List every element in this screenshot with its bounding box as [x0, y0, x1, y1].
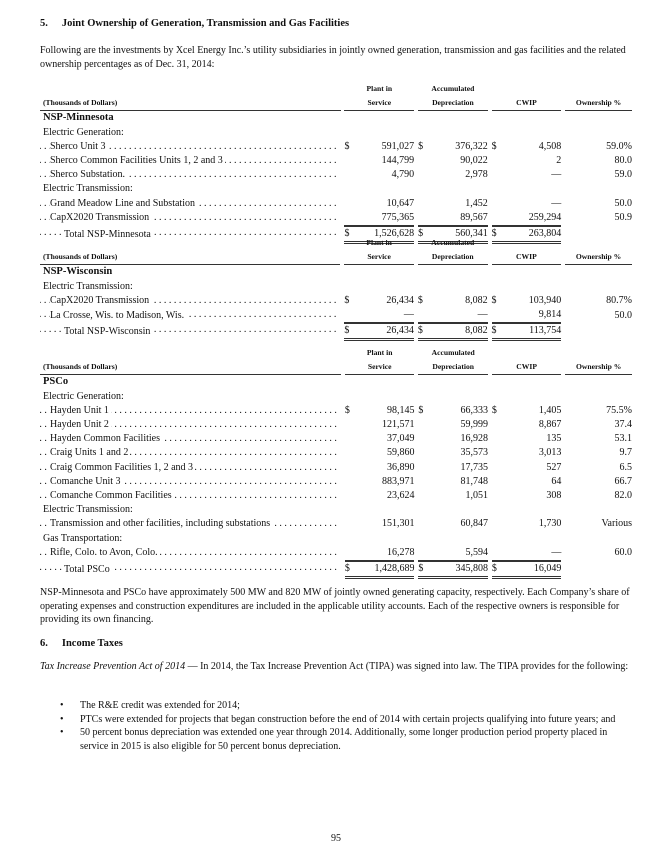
plant-line1: Plant in	[366, 238, 392, 247]
dollar-sign: $	[418, 140, 424, 152]
plant-line2: Service	[367, 362, 392, 372]
accum-line2: Depreciation	[432, 98, 474, 108]
dollar-sign	[418, 446, 430, 460]
value-accum: 345,808	[430, 561, 488, 579]
category-row	[40, 390, 632, 404]
dollar-sign	[345, 461, 357, 475]
dollar-sign	[344, 154, 356, 168]
column-header-ownership: Ownership %	[565, 236, 632, 265]
row-label-text: CapX2020 Transmission	[50, 294, 150, 306]
row-label-text: Craig Units 1 and 2	[50, 447, 129, 459]
row-label-text: Rifle, Colo. to Avon, Colo.	[50, 547, 158, 559]
value-cwip: 16,049	[504, 561, 562, 579]
value-accum: 376,322	[455, 140, 488, 152]
dollar-sign: $	[344, 294, 350, 306]
table-row	[40, 168, 632, 182]
plant-line1: Plant in	[366, 348, 393, 357]
row-label	[40, 154, 341, 168]
value-ownership: 50.0	[614, 197, 632, 209]
value-cwip: —	[504, 546, 562, 561]
value-cwip: 135	[546, 433, 562, 445]
row-label-text: Sherco Common Facilities Units 1, 2 and 3	[50, 155, 223, 167]
category-label: Electric Transmission:	[43, 504, 133, 516]
row-label	[40, 546, 341, 561]
value-accum: 5,594	[430, 546, 488, 561]
row-label-text: Comanche Unit 3	[50, 475, 121, 487]
value-plant: 591,027	[381, 140, 415, 152]
company-name: NSP-Wisconsin	[43, 266, 113, 278]
bullet-glyph: •	[60, 713, 64, 725]
dollar-sign	[418, 154, 430, 168]
page-number: 95	[331, 833, 341, 844]
dollar-sign	[418, 197, 430, 211]
row-label-text: Hayden Unit 2	[50, 419, 109, 431]
value-cwip: 308	[546, 490, 562, 502]
table-row	[40, 489, 632, 503]
row-label-text: Total NSP-Minnesota	[64, 229, 151, 241]
value-plant: 37,049	[386, 433, 415, 445]
bullet-glyph: •	[60, 700, 64, 711]
tipa-text: — In 2014, the Tax Increase Prevention Act (TIPA) was signed into law. The TIPA provides for the following:	[185, 661, 629, 672]
category-row	[40, 126, 632, 140]
value-plant: 883,971	[381, 475, 415, 487]
dollar-sign	[345, 432, 357, 446]
value-cwip: 8,867	[538, 419, 562, 431]
row-label-text: CapX2020 Transmission	[50, 212, 150, 224]
table-psco	[40, 346, 632, 579]
value-accum: 1,051	[465, 490, 488, 502]
value-plant: 59,860	[386, 447, 415, 459]
value-ownership: 82.0	[614, 490, 632, 502]
dollar-sign	[345, 517, 357, 531]
row-label	[40, 432, 341, 446]
table-nsp-minnesota	[40, 82, 632, 244]
dollar-sign	[492, 168, 504, 182]
dollar-sign: $	[491, 294, 497, 306]
company-name: PSCo	[43, 376, 69, 388]
value-ownership	[565, 561, 632, 579]
value-plant: 26,434	[386, 294, 414, 306]
dollar-sign	[344, 211, 356, 226]
dollar-sign: $	[492, 561, 504, 579]
dollar-sign	[492, 432, 504, 446]
table-row	[40, 140, 632, 154]
value-cwip: 9,814	[503, 308, 561, 323]
dollar-sign	[492, 461, 504, 475]
row-label	[40, 140, 341, 154]
value-accum: 2,978	[465, 169, 488, 181]
accum-line2: Depreciation	[431, 252, 474, 262]
section-5-intro: Following are the investments by Xcel Energy Inc.’s utility subsidiaries in jointly owned generation, transmission and gas facilities and the related ownership percentages as of Dec. 31, 2014:	[40, 45, 626, 70]
table-row	[40, 446, 632, 460]
column-header-plant-in-service	[344, 82, 414, 111]
column-header-units: (Thousands of Dollars)	[40, 82, 341, 111]
column-header-cwip: CWIP	[492, 82, 562, 111]
dollar-sign: $	[344, 226, 356, 244]
value-ownership: 66.7	[614, 475, 632, 487]
total-row	[40, 561, 632, 579]
dollar-sign	[345, 489, 357, 503]
category-label: Electric Generation:	[43, 390, 124, 402]
dollar-sign: $	[491, 404, 497, 416]
category-label: Electric Generation:	[43, 126, 124, 138]
table-row	[40, 418, 632, 432]
company-row	[40, 111, 632, 125]
value-ownership: 50.9	[614, 212, 632, 224]
category-row	[40, 182, 632, 196]
value-plant: 98,145	[386, 404, 415, 416]
dollar-sign	[492, 475, 504, 489]
dollar-sign	[418, 475, 430, 489]
row-label	[40, 446, 341, 460]
row-label	[40, 308, 340, 323]
category-label: Gas Transportation:	[43, 532, 123, 544]
dollar-sign: $	[418, 404, 424, 416]
value-cwip: 103,940	[528, 294, 562, 306]
row-label	[40, 489, 341, 503]
category-row	[40, 503, 632, 517]
value-ownership: 59.0%	[606, 140, 632, 152]
dollar-sign: $	[417, 294, 423, 306]
value-cwip: 4,508	[538, 140, 562, 152]
value-cwip: 263,804	[504, 226, 562, 244]
row-label-text: Craig Common Facilities 1, 2 and 3	[50, 461, 194, 473]
section-6-heading: 6. Income Taxes	[40, 638, 123, 649]
row-label-text: Total NSP-Wisconsin	[64, 326, 151, 338]
value-accum: 59,999	[460, 419, 488, 431]
value-accum: 16,928	[460, 433, 488, 445]
value-accum: 66,333	[460, 404, 488, 416]
dollar-sign	[492, 197, 504, 211]
table-header-row	[40, 346, 632, 375]
table-row	[40, 461, 632, 475]
value-accum: 89,567	[430, 211, 488, 226]
row-label	[40, 197, 341, 211]
value-ownership	[565, 323, 632, 341]
value-plant: —	[356, 308, 414, 323]
value-accum: 81,748	[460, 475, 488, 487]
category-label: Electric Transmission:	[43, 280, 133, 292]
value-cwip: 3,013	[538, 447, 562, 459]
value-plant: 36,890	[386, 461, 415, 473]
plant-line2: Service	[367, 252, 391, 262]
dollar-sign	[418, 211, 430, 226]
column-header-plant-in-service	[345, 346, 415, 375]
table-row	[40, 546, 632, 561]
dollar-sign	[492, 308, 504, 323]
value-cwip: 259,294	[504, 211, 562, 226]
value-ownership: 50.0	[614, 309, 632, 321]
dollar-sign	[418, 308, 430, 323]
bullet-item: • 50 percent bonus depreciation was extended one year through 2014. Additionally, some longer production period property placed in service in 2015 is also eligible for 50 percent bonus depreciation.	[40, 726, 632, 753]
dollar-sign	[344, 308, 356, 323]
value-plant: 121,571	[381, 419, 415, 431]
dollar-sign	[418, 432, 430, 446]
section-5-heading: 5. Joint Ownership of Generation, Transmission and Gas Facilities	[40, 18, 350, 29]
value-ownership: 80.0	[614, 155, 632, 167]
row-label	[40, 404, 341, 418]
dollar-sign: $	[344, 323, 356, 341]
dollar-sign	[345, 475, 357, 489]
value-plant: 1,428,689	[357, 561, 415, 579]
dollar-sign	[492, 446, 504, 460]
bullet-glyph: •	[60, 727, 64, 738]
dollar-sign	[418, 168, 430, 182]
row-label-text: La Crosse, Wis. to Madison, Wis.	[50, 309, 185, 321]
row-label	[40, 561, 341, 579]
row-label	[40, 294, 340, 308]
column-header-accumulated-depreciation	[418, 236, 488, 265]
bullet-item: • The R&E credit was extended for 2014;	[40, 699, 632, 713]
value-ownership: 9.7	[619, 447, 632, 459]
dollar-sign	[418, 546, 430, 561]
value-cwip: —	[551, 169, 562, 181]
dollar-sign	[418, 517, 430, 531]
table-header-row	[40, 82, 632, 111]
value-cwip: 2	[556, 155, 562, 167]
dollar-sign: $	[492, 323, 504, 341]
table-row	[40, 517, 632, 531]
bullet-item: • PTCs were extended for projects that began construction before the end of 2014 with certain projects qualifying into future years; and	[40, 713, 632, 727]
value-accum: 8,082	[465, 294, 488, 306]
value-ownership: 6.5	[619, 461, 632, 473]
row-label	[40, 211, 341, 226]
table-header-row	[40, 236, 632, 265]
value-accum: —	[430, 308, 488, 323]
table-row	[40, 294, 632, 308]
value-plant: 144,799	[381, 155, 415, 167]
table-row	[40, 154, 632, 168]
plant-line2: Service	[367, 98, 392, 108]
column-header-cwip: CWIP	[492, 236, 562, 265]
value-accum: 90,022	[460, 155, 488, 167]
dollar-sign	[492, 154, 504, 168]
value-plant: 151,301	[381, 518, 415, 530]
dollar-sign	[345, 418, 357, 432]
value-accum: 8,082	[430, 323, 488, 341]
value-plant: 23,624	[386, 490, 415, 502]
row-label	[40, 517, 341, 531]
dollar-sign	[492, 211, 504, 226]
category-label: Electric Transmission:	[43, 183, 133, 195]
table-row	[40, 432, 632, 446]
dollar-sign	[492, 517, 504, 531]
dollar-sign: $	[418, 561, 430, 579]
value-ownership: Various	[601, 518, 632, 530]
dollar-sign: $	[345, 561, 357, 579]
value-accum: 17,735	[460, 461, 488, 473]
column-header-ownership: Ownership %	[565, 82, 632, 111]
dollar-sign: $	[344, 140, 350, 152]
row-label-text: Sherco Substation.	[50, 169, 125, 181]
row-label-text: Comanche Common Facilities	[50, 490, 172, 502]
row-label-text: Grand Meadow Line and Substation	[50, 197, 195, 209]
dollar-sign	[345, 546, 357, 561]
value-cwip: 1,730	[538, 518, 562, 530]
value-ownership: 60.0	[614, 547, 632, 559]
value-cwip: 1,405	[538, 404, 562, 416]
capacity-paragraph: NSP-Minnesota and PSCo have approximately 500 MW and 820 MW of jointly owned generating capacity, respectively. Each Company’s share of operating expenses and construction expenditures are included in the applicable utility accounts. Each of the respective owners is responsible for providing its own financing.	[40, 587, 630, 625]
dollar-sign	[492, 418, 504, 432]
dollar-sign: $	[492, 226, 504, 244]
category-row	[40, 532, 632, 546]
value-accum: 60,847	[460, 518, 488, 530]
value-plant: 16,278	[357, 546, 415, 561]
accum-line1: Accumulated	[431, 84, 475, 93]
row-label-text: Hayden Unit 1	[50, 404, 109, 416]
value-plant: 1,526,628	[356, 226, 414, 244]
row-label	[40, 323, 340, 341]
table-nsp-wisconsin	[40, 236, 632, 341]
table-row	[40, 211, 632, 226]
dollar-sign	[418, 489, 430, 503]
column-header-units: (Thousands of Dollars)	[40, 346, 341, 375]
column-header-units: (Thousands of Dollars)	[40, 236, 340, 265]
value-cwip: 64	[551, 475, 562, 487]
value-accum: 560,341	[430, 226, 488, 244]
table-row	[40, 475, 632, 489]
dollar-sign	[418, 418, 430, 432]
column-header-accumulated-depreciation	[418, 346, 488, 375]
column-header-accumulated-depreciation	[418, 82, 488, 111]
dollar-sign	[492, 489, 504, 503]
tipa-lead: Tax Increase Prevention Act of 2014	[40, 661, 186, 672]
plant-line1: Plant in	[366, 84, 393, 93]
column-header-cwip: CWIP	[492, 346, 561, 375]
tipa-paragraph	[40, 660, 632, 674]
dollar-sign	[492, 546, 504, 561]
accum-line2: Depreciation	[432, 362, 474, 372]
company-row	[40, 375, 632, 389]
table-row	[40, 308, 632, 323]
row-label-text: Sherco Unit 3	[50, 140, 106, 152]
value-cwip: 527	[546, 461, 562, 473]
value-cwip: 113,754	[503, 323, 561, 341]
value-ownership: 37.4	[614, 419, 632, 431]
dollar-sign: $	[418, 323, 430, 341]
table-row	[40, 404, 632, 418]
value-accum: 35,573	[460, 447, 488, 459]
company-row	[40, 265, 632, 279]
value-plant: 4,790	[391, 169, 415, 181]
company-name: NSP-Minnesota	[43, 112, 114, 124]
accum-line1: Accumulated	[431, 238, 475, 247]
row-label-text: Total PSCo	[64, 564, 110, 576]
column-header-ownership: Ownership %	[565, 346, 632, 375]
row-label	[40, 168, 341, 182]
value-accum: 1,452	[465, 197, 488, 209]
value-plant: 10,647	[386, 197, 415, 209]
row-label	[40, 475, 341, 489]
total-row	[40, 323, 632, 341]
value-ownership: 80.7%	[606, 294, 632, 306]
dollar-sign	[418, 461, 430, 475]
dollar-sign: $	[491, 140, 497, 152]
tipa-bullet-list	[40, 699, 632, 753]
value-cwip: —	[551, 197, 562, 209]
dollar-sign: $	[418, 226, 430, 244]
row-label	[40, 461, 341, 475]
value-plant: 775,365	[356, 211, 414, 226]
row-label-text: Transmission and other facilities, including substations	[50, 518, 271, 530]
category-row	[40, 280, 632, 294]
row-label	[40, 418, 341, 432]
accum-line1: Accumulated	[431, 348, 475, 357]
table-row	[40, 197, 632, 211]
column-header-plant-in-service	[344, 236, 414, 265]
value-ownership: 75.5%	[606, 404, 632, 416]
value-ownership: 59.0	[614, 169, 632, 181]
dollar-sign	[344, 197, 356, 211]
dollar-sign	[345, 446, 357, 460]
value-plant: 26,434	[356, 323, 414, 341]
dollar-sign	[344, 168, 356, 182]
dollar-sign: $	[344, 404, 350, 416]
row-label-text: Hayden Common Facilities	[50, 433, 160, 445]
value-ownership: 53.1	[614, 433, 632, 445]
